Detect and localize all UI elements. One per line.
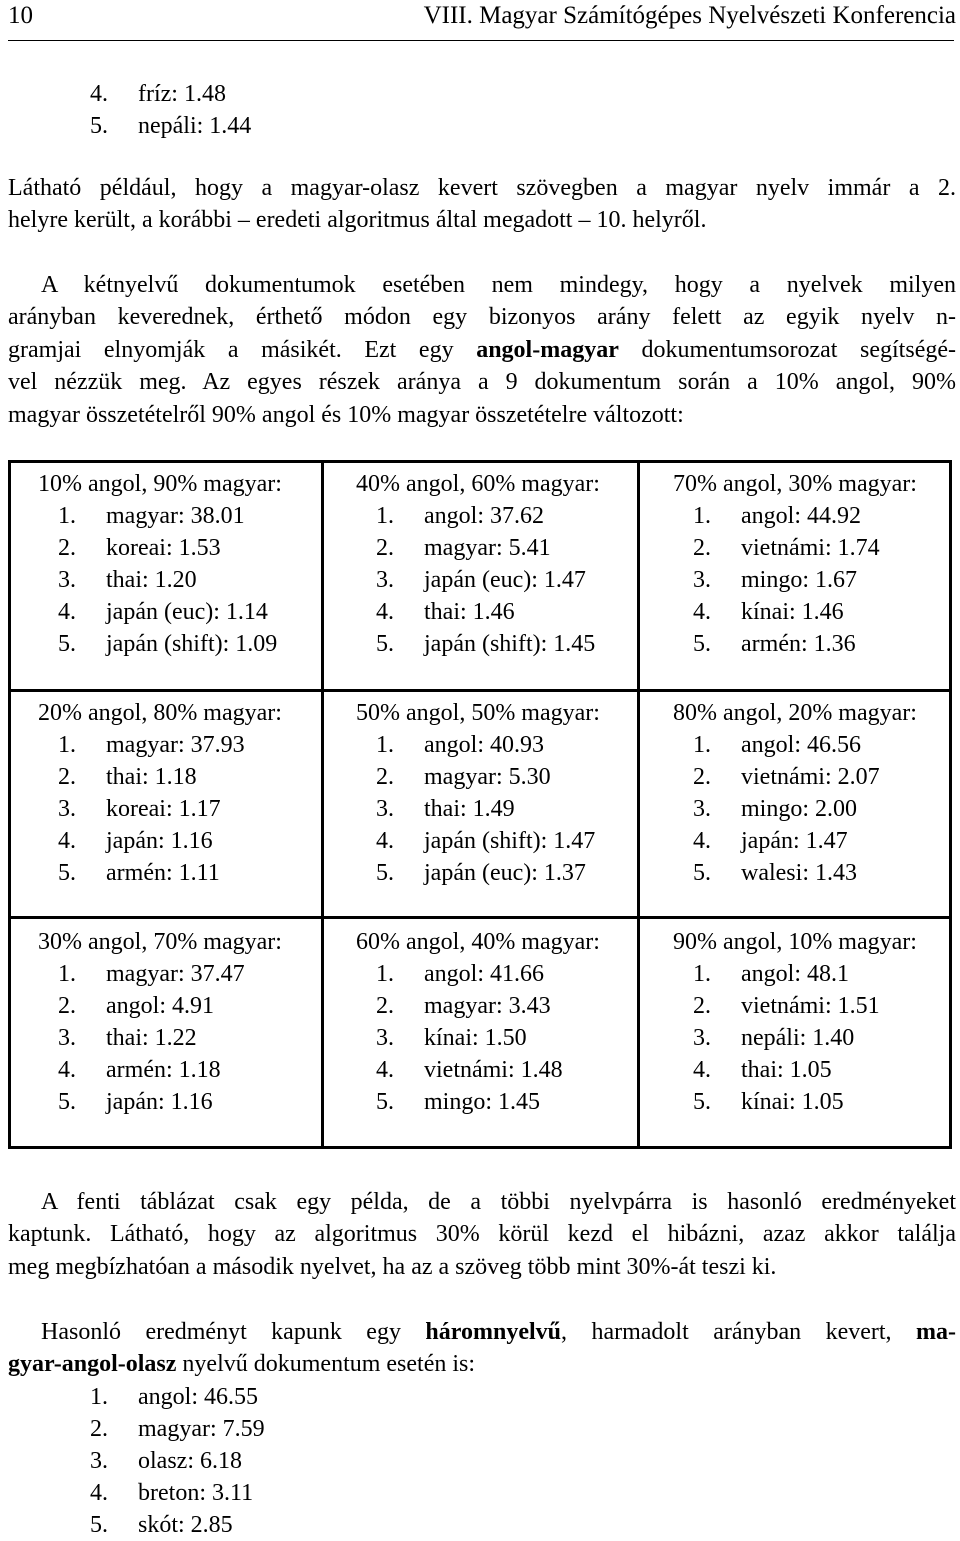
list-item: 3. olasz: 6.18: [90, 1448, 242, 1474]
paragraph-2: A kétnyelvű dokumentumok esetében nem mindegy, hogy a nyelvek milyen arányban keverednek, érthető módon egy bizonyos arány felett az egyik nyelv n- gramjai elnyomják a másikét. Ezt egy angol-magyar dokumentumsorozat segítségé- vel nézzük meg. Az egyes részek aránya a 9 dokumentum során a 10% angol, 90% magyar összetételről 90% angol és 10% magyar összetételre változott:: [8, 272, 956, 428]
cell-list-item: 1. angol: 48.1: [693, 961, 849, 987]
table-cell: [673, 697, 917, 889]
cell-list-item: 1. angol: 44.92: [693, 503, 861, 529]
cell-list-item: 1. angol: 46.56: [693, 732, 861, 758]
table-cell: [356, 468, 600, 660]
list-item: 4. fríz: 1.48: [90, 81, 226, 107]
cell-list-item: 3. japán (euc): 1.47: [376, 567, 586, 593]
cell-list-item: 4. thai: 1.46: [376, 599, 515, 625]
table-divider: [8, 916, 952, 919]
cell-list-item: 2. thai: 1.18: [58, 764, 197, 790]
cell-list-item: 1. angol: 40.93: [376, 732, 544, 758]
header-rule: [8, 40, 954, 41]
cell-list-item: 2. magyar: 3.43: [376, 993, 551, 1019]
cell-list-item: 5. armén: 1.11: [58, 860, 220, 886]
running-header-title: VIII. Magyar Számítógépes Nyelvészeti Konferencia: [423, 2, 956, 29]
cell-list-item: 2. vietnámi: 1.51: [693, 993, 880, 1019]
cell-list-item: 5. japán (shift): 1.45: [376, 631, 596, 657]
cell-list-item: 2. magyar: 5.30: [376, 764, 551, 790]
cell-title: 40% angol, 60% magyar:: [356, 471, 600, 497]
table-cell: [356, 697, 600, 889]
cell-title: 60% angol, 40% magyar:: [356, 929, 600, 955]
table-cell: [38, 468, 282, 660]
cell-list-item: 4. japán: 1.47: [693, 828, 848, 854]
cell-list-item: 4. thai: 1.05: [693, 1057, 832, 1083]
table-cell: [38, 926, 282, 1118]
cell-list-item: 2. koreai: 1.53: [58, 535, 221, 561]
list-item: 5. nepáli: 1.44: [90, 113, 252, 139]
top-list: [90, 78, 251, 142]
cell-list-item: 2. magyar: 5.41: [376, 535, 551, 561]
cell-list-item: 5. mingo: 1.45: [376, 1089, 541, 1115]
list-item: 2. magyar: 7.59: [90, 1416, 265, 1442]
list-item: 5. skót: 2.85: [90, 1512, 233, 1538]
cell-list-item: 5. japán: 1.16: [58, 1089, 213, 1115]
cell-list-item: 4. kínai: 1.46: [693, 599, 844, 625]
cell-title: 90% angol, 10% magyar:: [673, 929, 917, 955]
cell-list-item: 4. vietnámi: 1.48: [376, 1057, 563, 1083]
cell-title: 70% angol, 30% magyar:: [673, 471, 917, 497]
cell-list-item: 1. magyar: 37.93: [58, 732, 245, 758]
cell-list-item: 5. armén: 1.36: [693, 631, 856, 657]
cell-list-item: 1. magyar: 37.47: [58, 961, 245, 987]
cell-list-item: 1. angol: 37.62: [376, 503, 544, 529]
cell-list-item: 3. thai: 1.22: [58, 1025, 197, 1051]
cell-list-item: 4. japán (euc): 1.14: [58, 599, 268, 625]
cell-list-item: 5. walesi: 1.43: [693, 860, 857, 886]
cell-title: 20% angol, 80% magyar:: [38, 700, 282, 726]
cell-list-item: 3. thai: 1.49: [376, 796, 515, 822]
table-cell: [673, 926, 917, 1118]
cell-list-item: 3. nepáli: 1.40: [693, 1025, 855, 1051]
cell-list-item: 2. vietnámi: 1.74: [693, 535, 880, 561]
cell-list-item: 2. vietnámi: 2.07: [693, 764, 880, 790]
cell-list-item: 4. japán: 1.16: [58, 828, 213, 854]
bottom-list: [90, 1381, 265, 1541]
cell-title: 80% angol, 20% magyar:: [673, 700, 917, 726]
page-number: 10: [8, 2, 33, 29]
cell-title: 10% angol, 90% magyar:: [38, 471, 282, 497]
cell-list-item: 3. thai: 1.20: [58, 567, 197, 593]
cell-list-item: 3. mingo: 2.00: [693, 796, 858, 822]
list-item: 4. breton: 3.11: [90, 1480, 254, 1506]
cell-list-item: 5. kínai: 1.05: [693, 1089, 844, 1115]
paragraph-1: Látható például, hogy a magyar-olasz kevert szövegben a magyar nyelv immár a 2. helyre került, a korábbi – eredeti algoritmus által megadott – 10. helyről.: [8, 175, 956, 234]
table-divider: [637, 460, 640, 1149]
table-cell: [38, 697, 282, 889]
cell-list-item: 4. japán (shift): 1.47: [376, 828, 596, 854]
cell-list-item: 3. koreai: 1.17: [58, 796, 221, 822]
cell-list-item: 3. kínai: 1.50: [376, 1025, 527, 1051]
cell-list-item: 1. magyar: 38.01: [58, 503, 245, 529]
list-item: 1. angol: 46.55: [90, 1384, 258, 1410]
cell-list-item: 2. angol: 4.91: [58, 993, 214, 1019]
cell-list-item: 5. japán (euc): 1.37: [376, 860, 586, 886]
table-cell: [673, 468, 917, 660]
table-cell: [356, 926, 600, 1118]
cell-list-item: 5. japán (shift): 1.09: [58, 631, 278, 657]
cell-title: 50% angol, 50% magyar:: [356, 700, 600, 726]
table-divider: [8, 689, 952, 692]
paragraph-3: A fenti táblázat csak egy példa, de a többi nyelvpárra is hasonló eredményeket kaptunk. Látható, hogy az algoritmus 30% körül kezd el hibázni, azaz akkor találja meg megbízhatóan a második nyelvet, ha az a szöveg több mint 30%-át teszi ki.: [8, 1189, 956, 1280]
cell-list-item: 4. armén: 1.18: [58, 1057, 221, 1083]
table-divider: [321, 460, 324, 1149]
paragraph-4: Hasonló eredményt kapunk egy háromnyelvű, harmadolt arányban kevert, ma- gyar-angol-olasz nyelvű dokumentum esetén is:: [8, 1319, 956, 1378]
cell-title: 30% angol, 70% magyar:: [38, 929, 282, 955]
cell-list-item: 1. angol: 41.66: [376, 961, 544, 987]
cell-list-item: 3. mingo: 1.67: [693, 567, 858, 593]
